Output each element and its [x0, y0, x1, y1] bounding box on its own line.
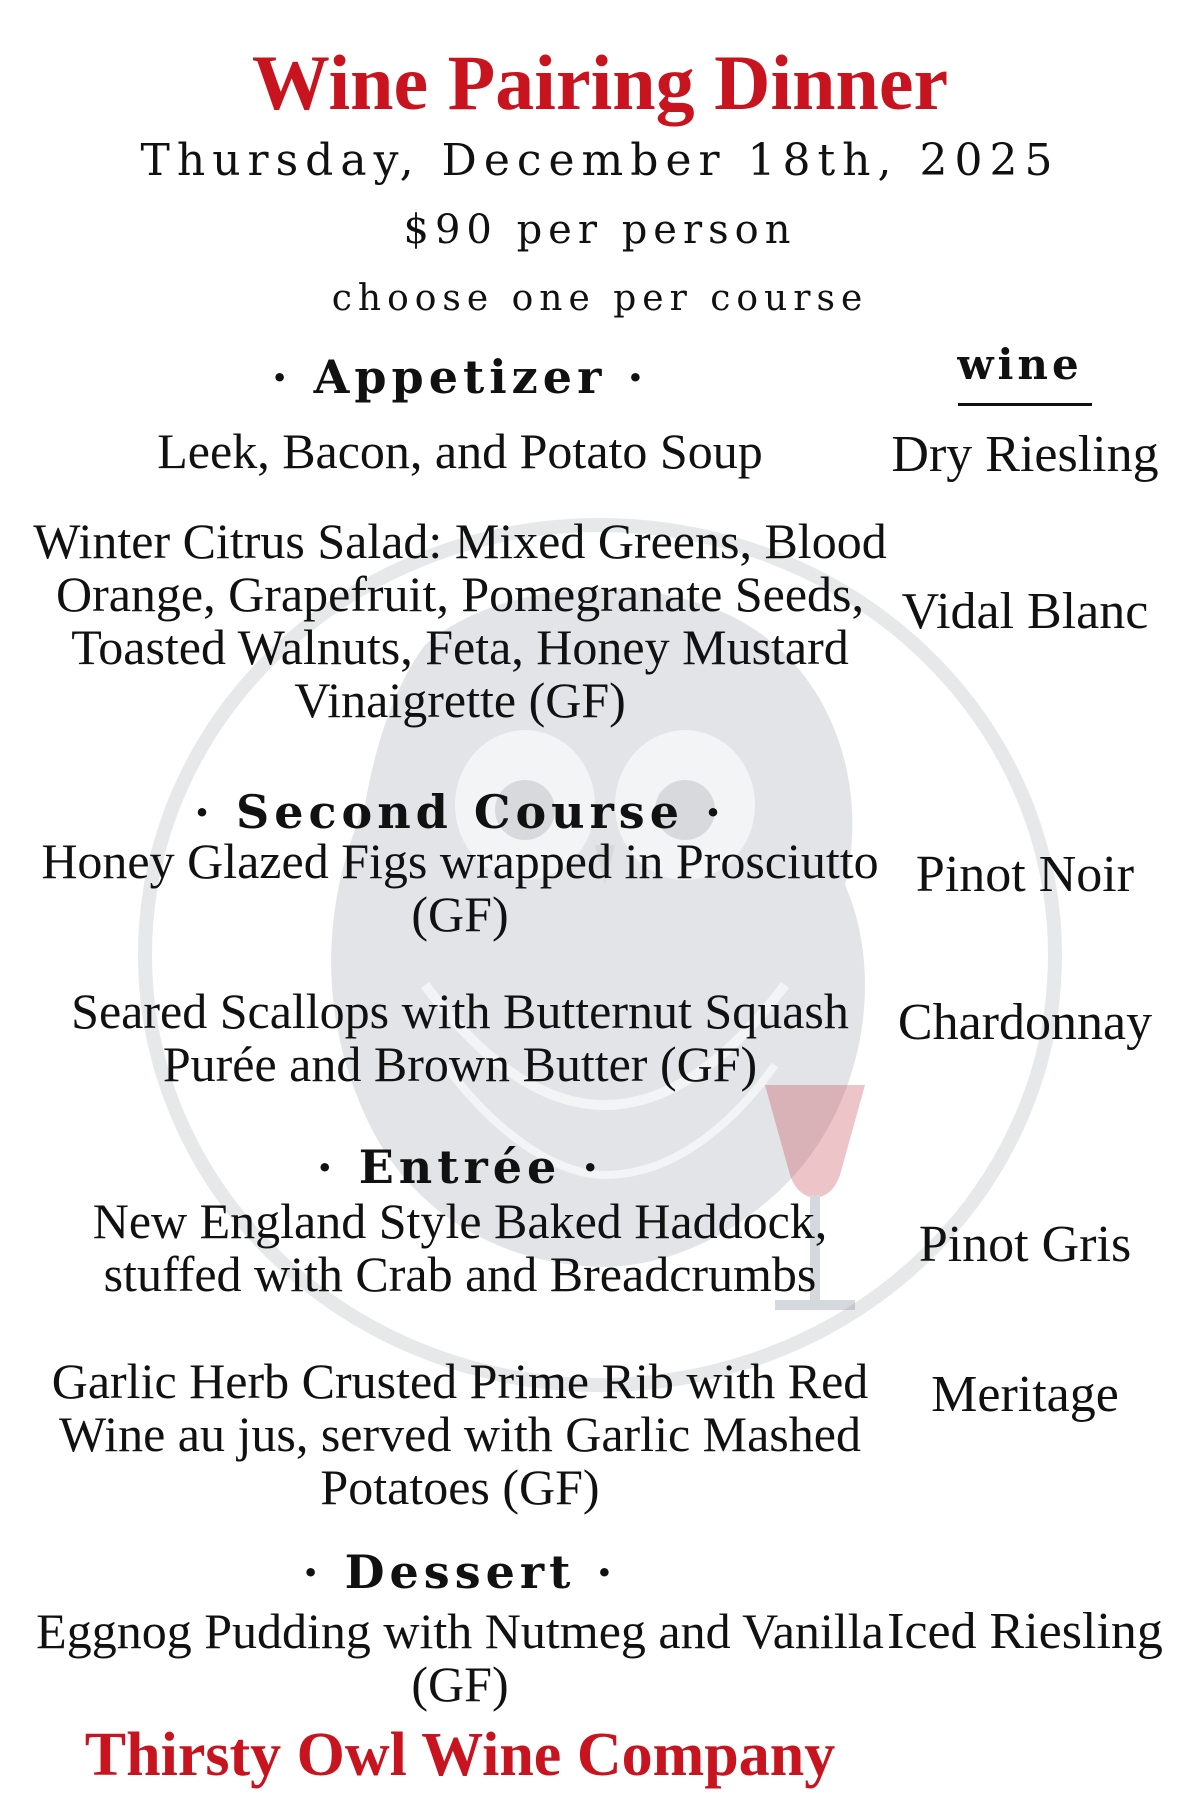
- wine-item: Dry Riesling: [891, 426, 1159, 483]
- wine-item: Vidal Blanc: [901, 583, 1149, 640]
- wine-item: Meritage: [931, 1366, 1119, 1423]
- dish-item: New England Style Baked Haddock, stuffed with Crab and Breadcrumbs: [92, 1193, 828, 1302]
- wine-header-underline: [958, 403, 1092, 406]
- wine-item: Pinot Noir: [915, 846, 1135, 903]
- page-title: Wine Pairing Dinner: [251, 39, 949, 126]
- course-heading-entree: · Entrée ·: [316, 1140, 604, 1194]
- course-heading-dessert: · Dessert ·: [302, 1545, 618, 1599]
- course-heading-second-course: · Second Course ·: [194, 785, 726, 839]
- dish-item: Eggnog Pudding with Nutmeg and Vanilla (GF): [36, 1603, 884, 1712]
- dish-item: Honey Glazed Figs wrapped in Prosciutto (GF): [41, 833, 879, 942]
- dish-item: Garlic Herb Crusted Prime Rib with Red Wine au jus, served with Garlic Mashed Potatoes (GF): [51, 1353, 869, 1515]
- dish-item: Leek, Bacon, and Potato Soup: [157, 423, 763, 479]
- wine-item: Chardonnay: [897, 994, 1153, 1051]
- course-heading-appetizer: · Appetizer ·: [271, 350, 649, 404]
- event-date: Thursday, December 18th, 2025: [140, 135, 1060, 186]
- dish-item: Winter Citrus Salad: Mixed Greens, Blood Orange, Grapefruit, Pomegranate Seeds, Toasted Walnuts, Feta, Honey Mustard Vinaigrette (GF): [33, 513, 887, 728]
- dish-item: Seared Scallops with Butternut Squash Purée and Brown Butter (GF): [71, 983, 849, 1092]
- event-price: $90 per person: [403, 207, 797, 253]
- selection-instruction: choose one per course: [331, 278, 869, 319]
- wine-column-header: wine: [957, 340, 1083, 389]
- company-name: Thirsty Owl Wine Company: [84, 1721, 836, 1789]
- wine-item: Iced Riesling: [887, 1603, 1163, 1660]
- wine-item: Pinot Gris: [918, 1216, 1132, 1273]
